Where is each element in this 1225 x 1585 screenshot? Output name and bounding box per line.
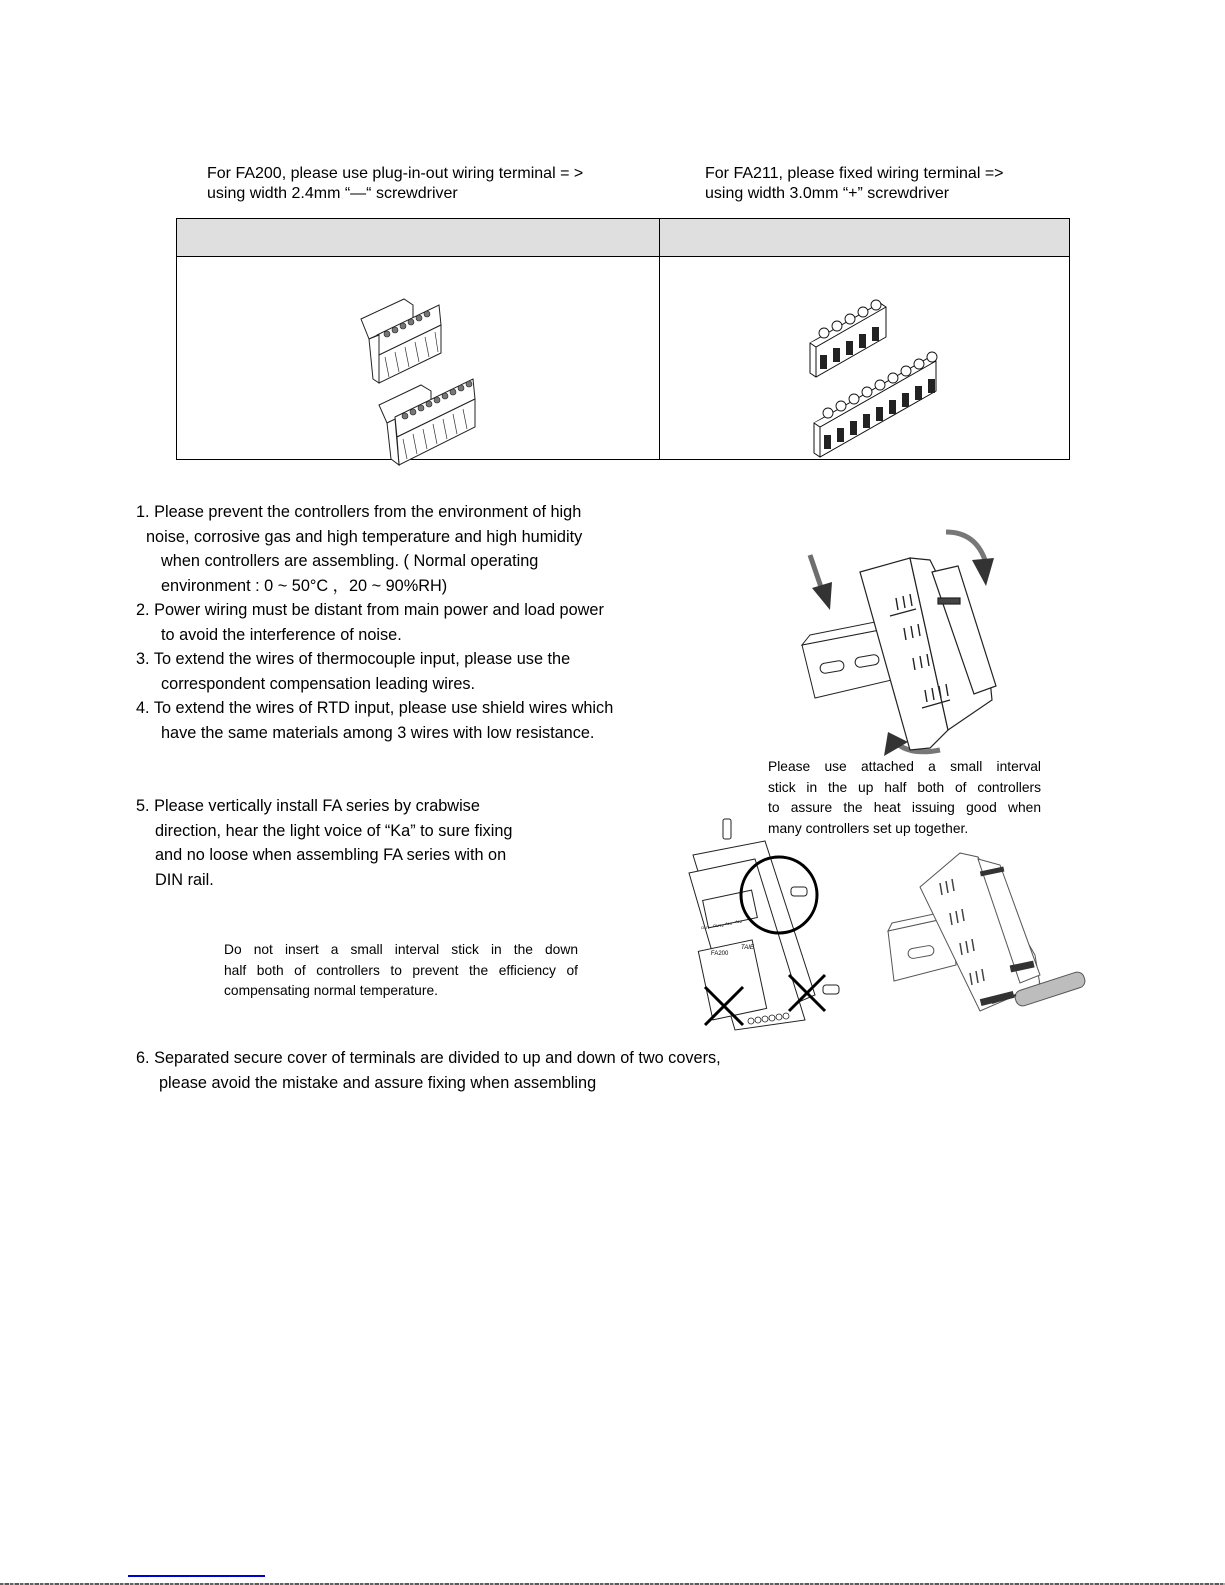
- terminal-table: [176, 218, 1070, 460]
- fixed-terminal-block-image: [800, 293, 950, 453]
- installation-notes-1-4: [136, 500, 613, 745]
- interval-stick-bottom-icon: [823, 985, 839, 994]
- note-4-line-2: have the same materials among 3 wires with low resistance.: [161, 723, 595, 742]
- note-1-line-1: Please prevent the controllers from the environment of high: [154, 503, 582, 521]
- down-stick-caption-line-2: half both of controllers to prevent the efficiency of: [224, 962, 578, 978]
- note-1-number: 1.: [136, 503, 150, 521]
- note-6-line-2: please avoid the mistake and assure fixing when assembling: [159, 1073, 597, 1092]
- up-stick-caption-line-3: to assure the heat issuing good when: [768, 800, 1041, 815]
- note-6: [136, 1046, 721, 1095]
- down-stick-caption-line-3: compensating normal temperature.: [224, 983, 438, 998]
- terminal-table-cell-fa200: [177, 257, 660, 460]
- fa200-wiring-line1: For FA200, please use plug-in-out wiring terminal = >: [207, 165, 584, 182]
- terminal-table-header-cell-fa200: [177, 219, 660, 257]
- note-2-line-1: Power wiring must be distant from main power and load power: [154, 601, 604, 619]
- note-6-number: 6.: [136, 1049, 150, 1067]
- note-2: [136, 598, 613, 647]
- interval-stick-figure: [665, 815, 855, 1030]
- fa200-wiring-line2: using width 2.4mm “—“ screwdriver: [207, 185, 458, 202]
- indicator-al2: AL2: [735, 919, 743, 924]
- fa211-wiring-line1: For FA211, please fixed wiring terminal =>: [705, 165, 1004, 182]
- model-label: FA200: [711, 951, 729, 957]
- up-stick-caption-line-4: many controllers set up together.: [768, 820, 969, 836]
- note-1: [136, 500, 613, 598]
- down-arrow-icon: [810, 555, 832, 610]
- note-2-number: 2.: [136, 601, 150, 619]
- screwdriver-removal-figure: [860, 835, 1090, 1025]
- interval-stick-icon: [791, 887, 807, 896]
- din-rail-mount-figure: [760, 510, 1050, 760]
- note-1-line-2: noise, corrosive gas and high temperature and high humidity: [146, 527, 583, 546]
- indicator-out: OUT: [701, 925, 710, 930]
- note-5-number: 5.: [136, 797, 150, 815]
- terminal-table-cell-fa211: [660, 257, 1070, 460]
- note-1-line-4: environment : 0 ~ 50°C ，20 ~ 90%RH): [161, 576, 448, 595]
- note-5: [136, 794, 512, 892]
- note-5-line-3: and no loose when assembling FA series with on: [155, 846, 507, 864]
- fa211-wiring-note: [705, 164, 1004, 204]
- brand-label: TAIE: [741, 945, 754, 951]
- footer-link-underline: [128, 1575, 265, 1577]
- plug-in-terminal-block-image: [349, 295, 499, 445]
- note-4: [136, 696, 613, 745]
- indicator-out2: OUT2: [713, 923, 724, 928]
- note-5-line-2: direction, hear the light voice of “Ka” to sure fixing: [155, 821, 513, 840]
- note-6-line-1: Separated secure cover of terminals are divided to up and down of two covers,: [154, 1049, 721, 1067]
- up-stick-caption-line-2: stick in the up half both of controllers: [768, 779, 1041, 795]
- terminal-table-image-row: [177, 257, 1070, 460]
- note-3-line-2: correspondent compensation leading wires.: [161, 674, 476, 693]
- interval-stick-top: [723, 819, 731, 839]
- fa211-wiring-line2: using width 3.0mm “+” screwdriver: [705, 185, 950, 202]
- note-4-number: 4.: [136, 699, 150, 717]
- note-4-line-1: To extend the wires of RTD input, please use shield wires which: [153, 699, 614, 717]
- note-5-line-1: Please vertically install FA series by crabwise: [154, 797, 480, 815]
- down-stick-caption: [224, 940, 578, 1002]
- note-2-line-2: to avoid the interference of noise.: [161, 625, 402, 644]
- down-stick-caption-line-1: Do not insert a small interval stick in the down: [224, 942, 578, 957]
- note-5-line-4: DIN rail.: [155, 870, 214, 889]
- up-stick-caption-line-1: Please use attached a small interval: [768, 759, 1041, 774]
- terminal-table-header-row: [177, 219, 1070, 257]
- note-3-line-1: To extend the wires of thermocouple input, please use the: [153, 650, 571, 668]
- indicator-al1: AL1: [725, 921, 733, 926]
- note-3: [136, 647, 613, 696]
- note-1-line-3: when controllers are assembling. ( Normal operating: [161, 552, 539, 570]
- note-3-number: 3.: [136, 650, 150, 668]
- terminal-table-header-cell-fa211: [660, 219, 1070, 257]
- fa200-wiring-note: [207, 164, 583, 204]
